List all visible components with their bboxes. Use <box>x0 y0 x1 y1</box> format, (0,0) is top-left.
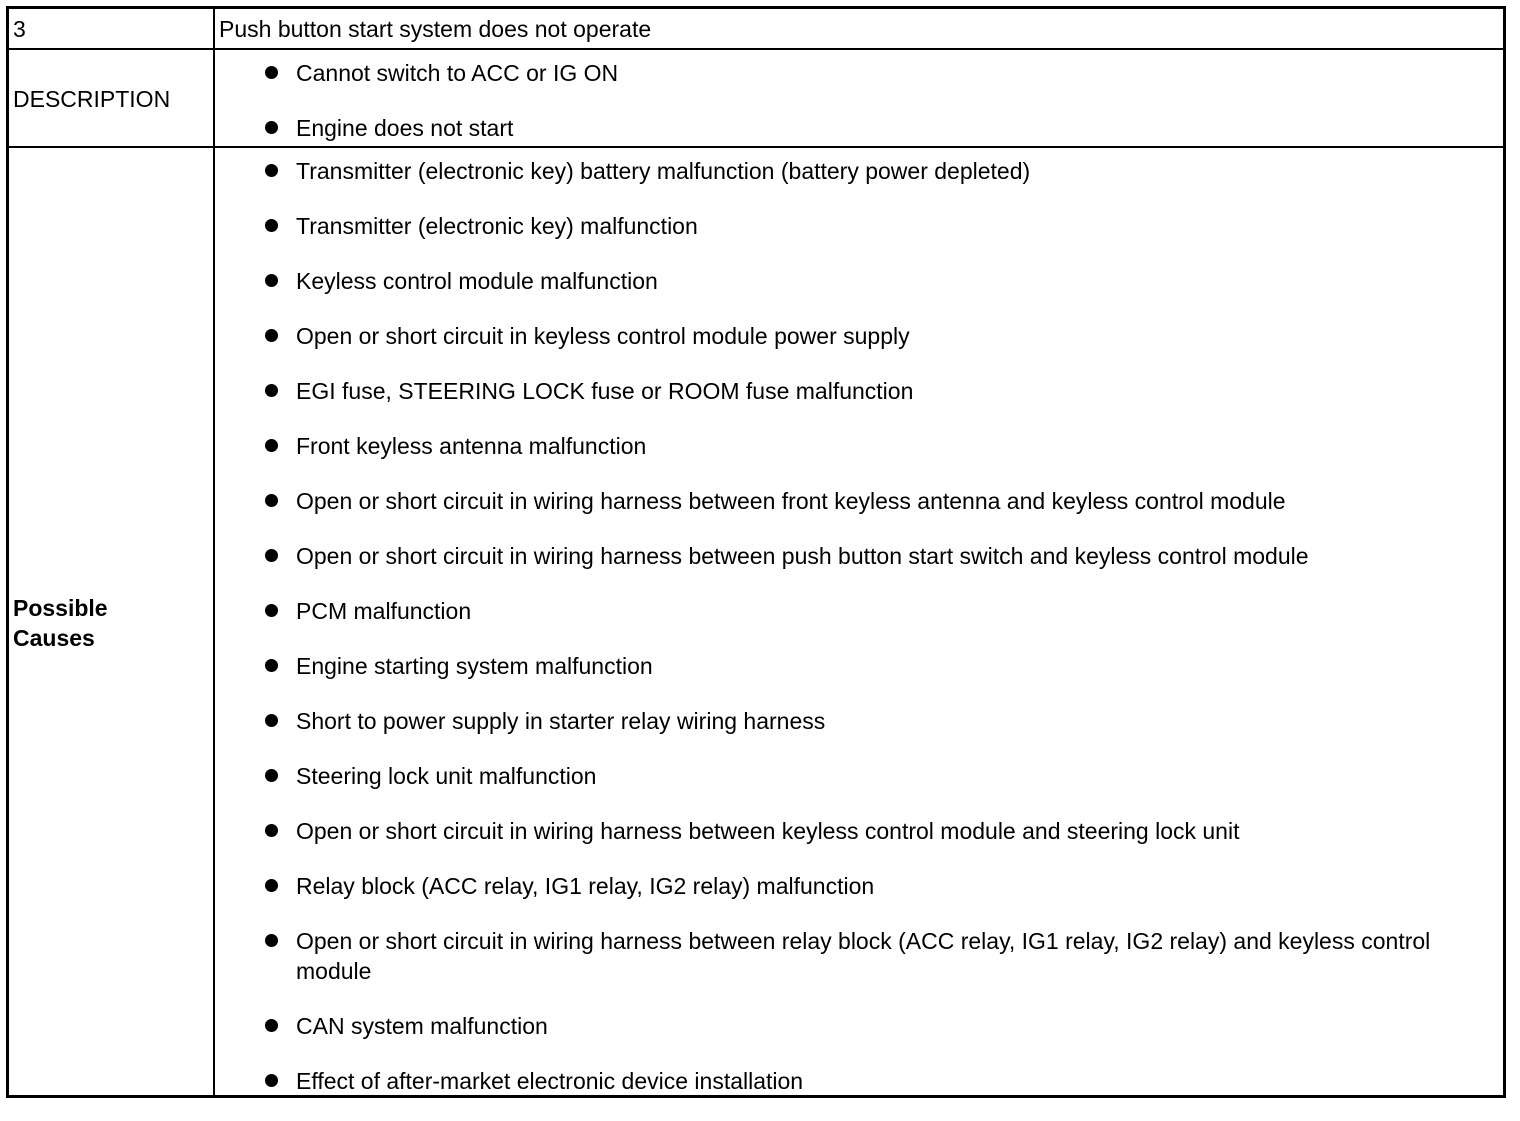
list-item-text: Effect of after-market electronic device installation <box>296 1068 804 1094</box>
list-item-text: Short to power supply in starter relay wiring harness <box>296 708 826 734</box>
list-item <box>219 816 1497 846</box>
list-item-text: Steering lock unit malfunction <box>296 763 597 789</box>
list-item <box>219 871 1497 901</box>
list-item-text: Open or short circuit in wiring harness between keyless control module and steering lock unit <box>296 818 1240 844</box>
bullet-icon <box>265 769 278 782</box>
possible-causes-list <box>219 156 1497 1096</box>
list-item <box>219 266 1497 296</box>
list-item-text: Transmitter (electronic key) malfunction <box>296 213 698 239</box>
bullet-icon <box>265 824 278 837</box>
list-item-text: Open or short circuit in wiring harness between relay block (ACC relay, IG1 relay, IG2 relay) and keyless control module <box>296 928 1431 984</box>
troubleshooting-table <box>6 6 1506 1098</box>
possible-causes-label <box>13 593 208 653</box>
list-item <box>219 486 1497 516</box>
list-item <box>219 761 1497 791</box>
column-divider <box>213 9 215 48</box>
bullet-icon <box>265 121 278 134</box>
bullet-icon <box>265 604 278 617</box>
list-item <box>219 431 1497 461</box>
bullet-icon <box>265 659 278 672</box>
possible-causes-label-line: Causes <box>13 625 95 651</box>
list-item-text: CAN system malfunction <box>296 1013 548 1039</box>
bullet-icon <box>265 1019 278 1032</box>
list-item <box>219 211 1497 241</box>
bullet-icon <box>265 494 278 507</box>
possible-causes-row <box>9 148 1503 1095</box>
description-label: DESCRIPTION <box>13 86 171 112</box>
list-item-text: Transmitter (electronic key) battery malfunction (battery power depleted) <box>296 158 1031 184</box>
list-item <box>219 596 1497 626</box>
bullet-icon <box>265 439 278 452</box>
bullet-icon <box>265 384 278 397</box>
column-divider <box>213 50 215 146</box>
bullet-icon <box>265 549 278 562</box>
bullet-icon <box>265 329 278 342</box>
list-item <box>219 376 1497 406</box>
list-item-text: Front keyless antenna malfunction <box>296 433 647 459</box>
table-header-row <box>9 9 1503 50</box>
step-title: Push button start system does not operate <box>219 16 652 42</box>
list-item <box>219 541 1497 571</box>
list-item <box>219 321 1497 351</box>
list-item <box>219 651 1497 681</box>
list-item <box>219 58 1497 88</box>
list-item-text: Open or short circuit in keyless control module power supply <box>296 323 910 349</box>
list-item <box>219 706 1497 736</box>
list-item-text: Relay block (ACC relay, IG1 relay, IG2 relay) malfunction <box>296 873 875 899</box>
list-item-text: Engine starting system malfunction <box>296 653 653 679</box>
list-item <box>219 1011 1497 1041</box>
bullet-icon <box>265 219 278 232</box>
column-divider <box>213 148 215 1095</box>
bullet-icon <box>265 164 278 177</box>
bullet-icon <box>265 274 278 287</box>
bullet-icon <box>265 714 278 727</box>
list-item-text: PCM malfunction <box>296 598 472 624</box>
step-number: 3 <box>13 16 26 42</box>
description-row <box>9 50 1503 148</box>
list-item <box>219 156 1497 186</box>
list-item-text: Keyless control module malfunction <box>296 268 658 294</box>
list-item <box>219 1066 1497 1096</box>
bullet-icon <box>265 934 278 947</box>
list-item-text: Engine does not start <box>296 115 514 141</box>
bullet-icon <box>265 879 278 892</box>
list-item-text: Cannot switch to ACC or IG ON <box>296 60 619 86</box>
list-item-text: EGI fuse, STEERING LOCK fuse or ROOM fuse malfunction <box>296 378 914 404</box>
list-item <box>219 926 1497 986</box>
bullet-icon <box>265 1074 278 1087</box>
possible-causes-label-line: Possible <box>13 595 108 621</box>
bullet-icon <box>265 66 278 79</box>
list-item <box>219 113 1497 143</box>
list-item-text: Open or short circuit in wiring harness between push button start switch and keyless control module <box>296 543 1309 569</box>
possible-causes-content <box>219 156 1497 1121</box>
list-item-text: Open or short circuit in wiring harness between front keyless antenna and keyless control module <box>296 488 1286 514</box>
description-list <box>219 58 1497 143</box>
